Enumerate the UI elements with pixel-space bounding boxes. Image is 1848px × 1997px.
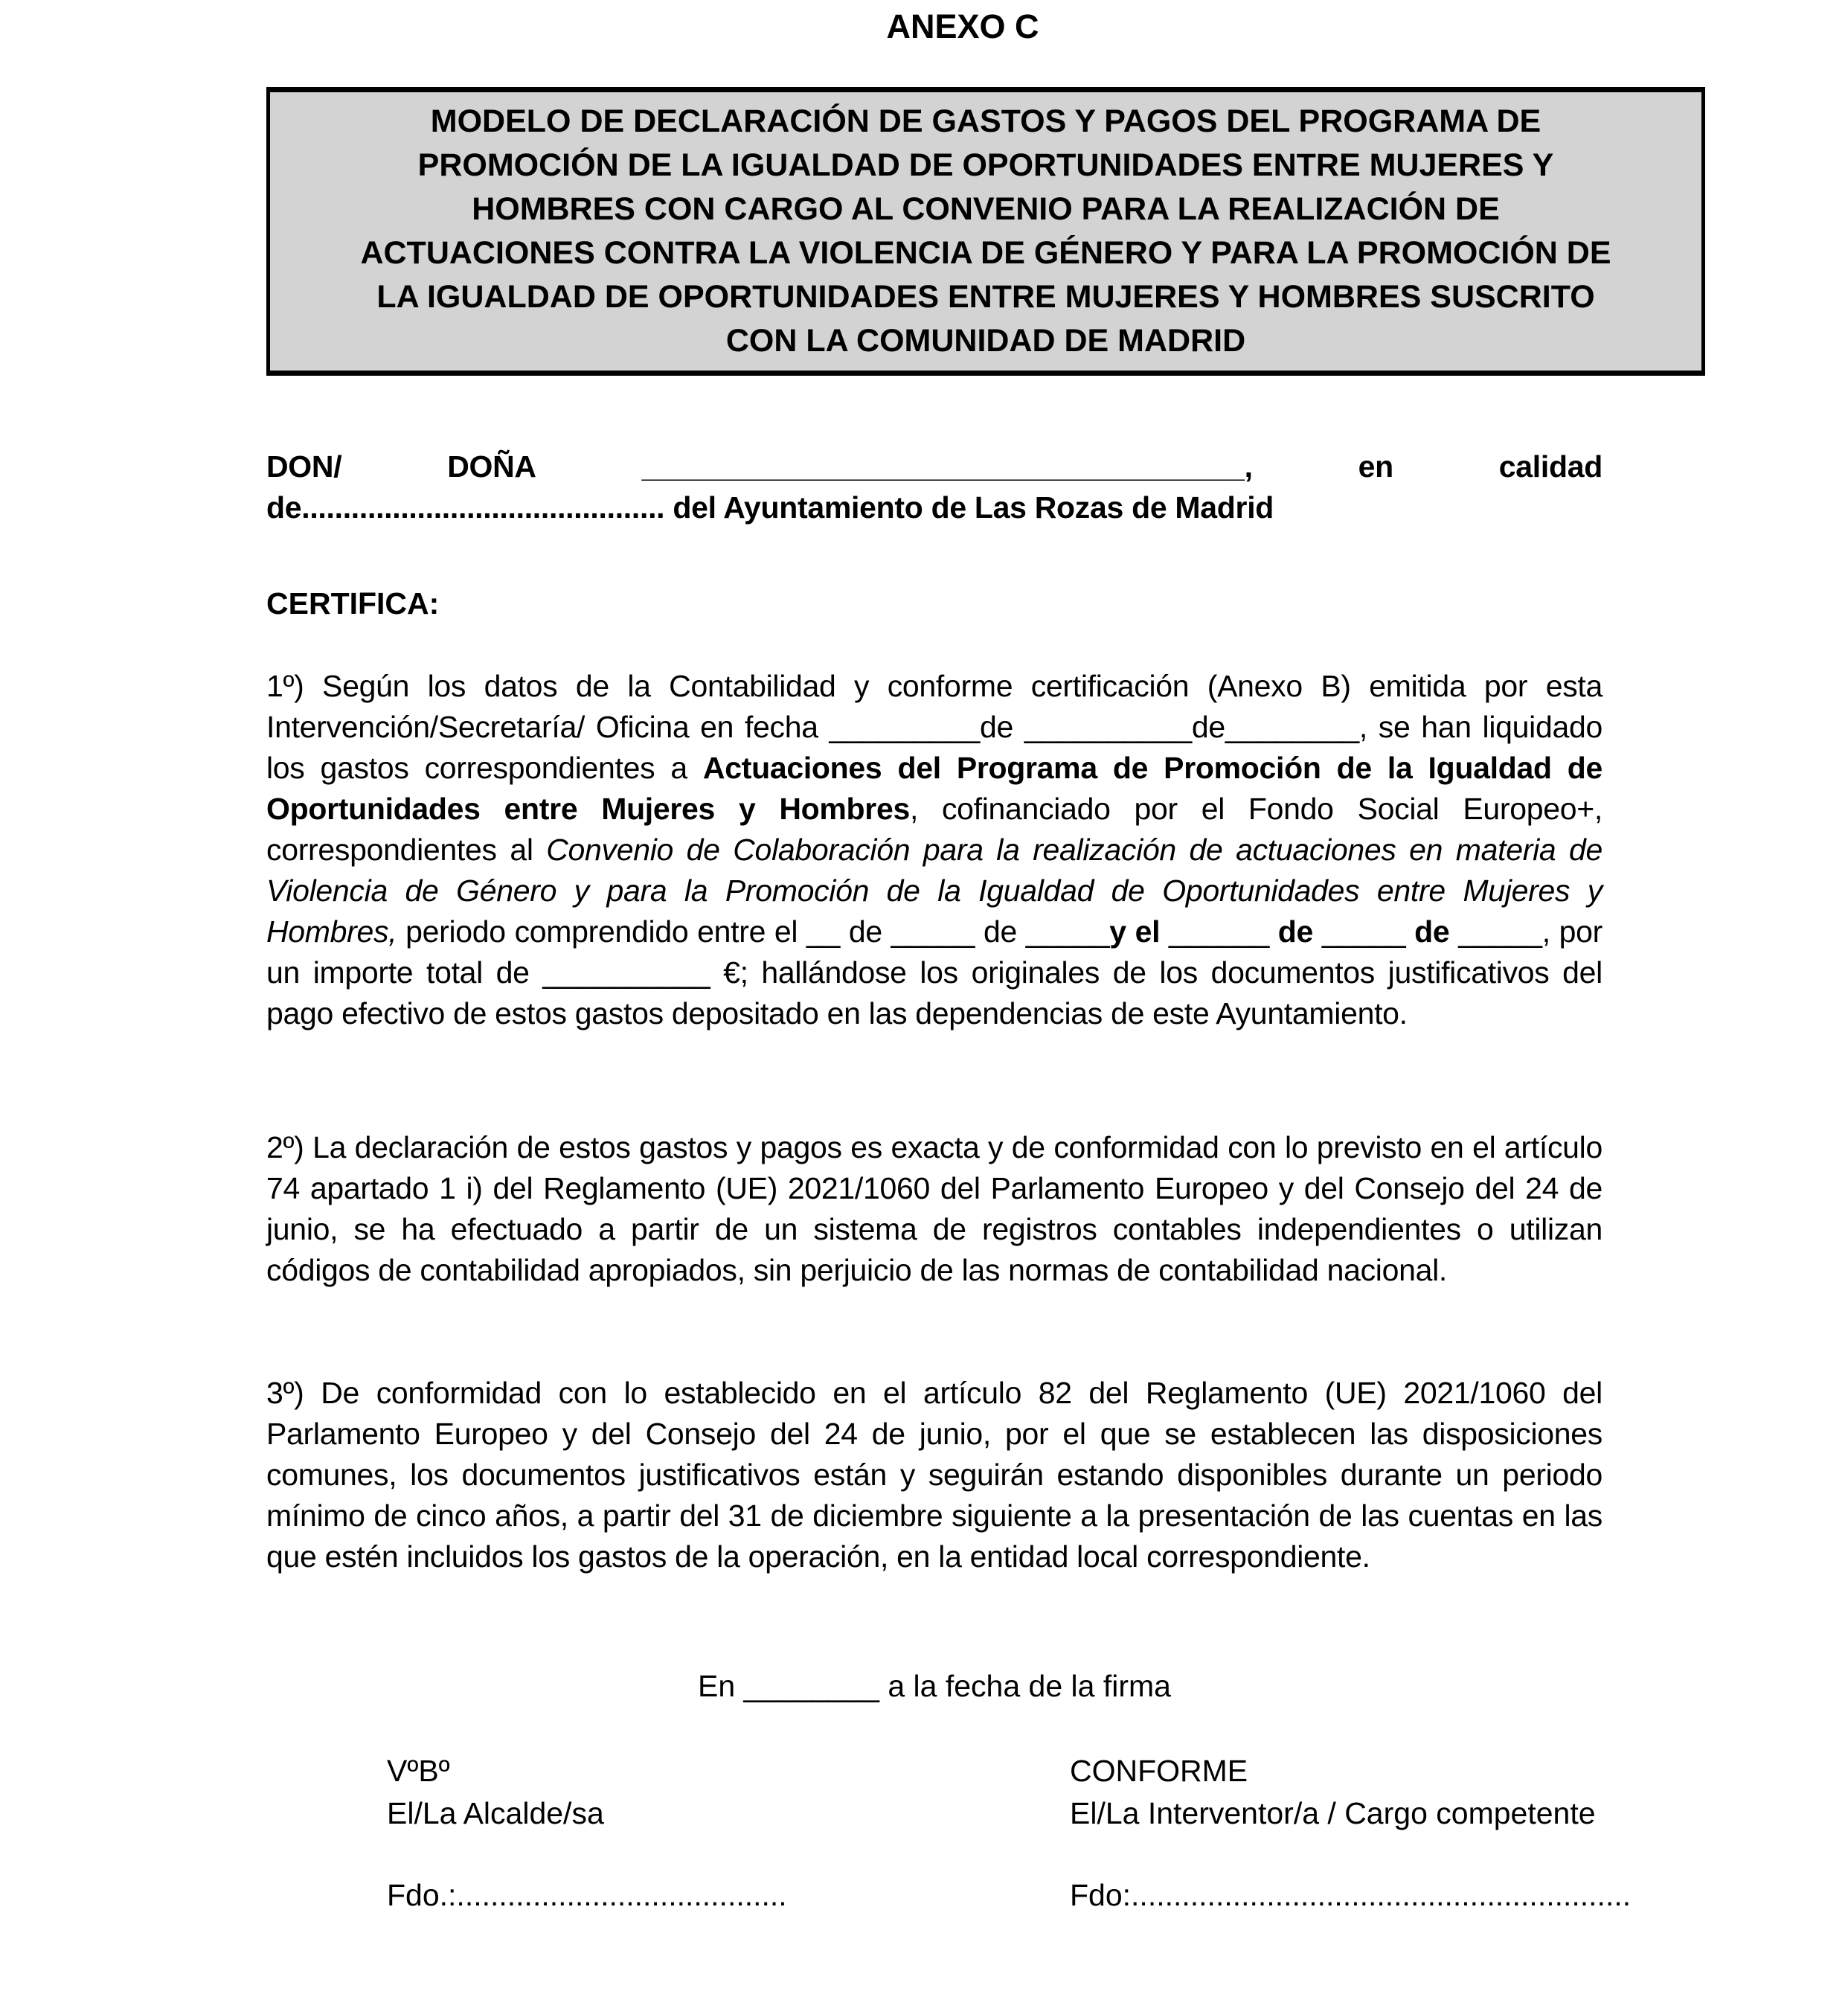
place-and-date-line: En ________ a la fecha de la firma (698, 1669, 1171, 1703)
title-box-line: HOMBRES CON CARGO AL CONVENIO PARA LA REALIZACIÓN DE (472, 191, 1500, 227)
signature-right-role: El/La Interventor/a / Cargo competente (1070, 1796, 1596, 1830)
declarant-don-label: DON/ (266, 449, 342, 484)
paragraph-1-run: ______ (1160, 914, 1278, 949)
paragraph-1 (266, 666, 1602, 1034)
signature-block-left (387, 1750, 604, 1835)
declarant-line-1 (266, 446, 1602, 487)
title-box-line: CON LA COMUNIDAD DE MADRID (725, 323, 1246, 359)
certifica-heading: CERTIFICA: (266, 586, 440, 621)
page-title: ANEXO C (886, 7, 1039, 45)
paragraph-3: 3º) De conformidad con lo establecido en el artículo 82 del Reglamento (UE) 2021/1060 del Parlamento Europeo y del Consejo del 24 de junio, por el que se establecen las disposiciones comunes, los documentos justificativos están y seguirán estando disponibles durante un periodo mínimo de cinco años, a partir del 31 de diciembre siguiente a la presentación de las cuentas en las que estén incluidos los gastos de la operación, en la entidad local correspondiente. (266, 1376, 1602, 1574)
signature-left-heading: VºBº (387, 1754, 450, 1788)
paragraph-1-run: 1º) Según los datos de la Contabilidad y conforme certificación (Anexo B) emitida por esta Intervención/Secretaría/ Oficina en fecha _________de __________de________, se han liquidado los gastos correspondientes a (266, 669, 1602, 785)
signature-line-left: Fdo.:....................................... (387, 1878, 787, 1912)
paragraph-1-run-bold: de (1414, 914, 1450, 949)
paragraph-1-run: _____, por un importe total de __________ €; hallándose los originales de los documentos justificativos del pago efectivo de estos gastos depositado en las dependencias de este Ayuntamiento. (266, 914, 1602, 1030)
paragraph-1-run: _____ (1313, 914, 1415, 949)
title-box-line: LA IGUALDAD DE OPORTUNIDADES ENTRE MUJERES Y HOMBRES SUSCRITO (376, 279, 1595, 315)
declarant-block (266, 446, 1602, 528)
paragraph-1-run: , cofinanciado por el Fondo Social Europeo+, correspondientes al (266, 792, 1602, 867)
declarant-name-blank: ____________________________________, (641, 449, 1253, 484)
title-box-line: MODELO DE DECLARACIÓN DE GASTOS Y PAGOS DEL PROGRAMA DE (430, 103, 1541, 139)
paragraph-1-run-bold: y el (1109, 914, 1161, 949)
paragraph-1-run-italic: Convenio de Colaboración para la realización de actuaciones en materia de Violencia de Género y para la Promoción de la Igualdad de Oportunidades entre Mujeres y Hombres, (266, 833, 1602, 949)
declarant-en-label: en (1358, 449, 1393, 484)
title-box (266, 87, 1705, 376)
paragraph-1-run-bold: de (1277, 914, 1314, 949)
signature-right-heading: CONFORME (1070, 1754, 1248, 1788)
paragraph-2: 2º) La declaración de estos gastos y pagos es exacta y de conformidad con lo previsto en el artículo 74 apartado 1 i) del Reglamento (UE) 2021/1060 del Parlamento Europeo y del Consejo del 24 de junio, se ha efectuado a partir de un sistema de registros contables independientes o utilizan códigos de contabilidad apropiados, sin perjuicio de las normas de contabilidad nacional. (266, 1130, 1602, 1287)
signature-line-right: Fdo:........................................................... (1070, 1878, 1632, 1912)
signature-left-role: El/La Alcalde/sa (387, 1796, 604, 1830)
signature-block-right (1070, 1750, 1596, 1835)
declarant-calidad-label: calidad (1498, 449, 1602, 484)
declarant-line-2: de............................................ del Ayuntamiento de Las Rozas de Madrid (266, 490, 1274, 525)
title-box-line: ACTUACIONES CONTRA LA VIOLENCIA DE GÉNERO Y PARA LA PROMOCIÓN DE (360, 235, 1611, 271)
paragraph-1-run: periodo comprendido entre el __ de _____ de _____ (397, 914, 1110, 949)
declarant-dona-label: DOÑA (447, 449, 536, 484)
title-box-line: PROMOCIÓN DE LA IGUALDAD DE OPORTUNIDADES ENTRE MUJERES Y (417, 147, 1554, 183)
paragraph-1-run-bold: Actuaciones del Programa de Promoción de la Igualdad de Oportunidades entre Mujeres y Hombres (266, 751, 1602, 826)
